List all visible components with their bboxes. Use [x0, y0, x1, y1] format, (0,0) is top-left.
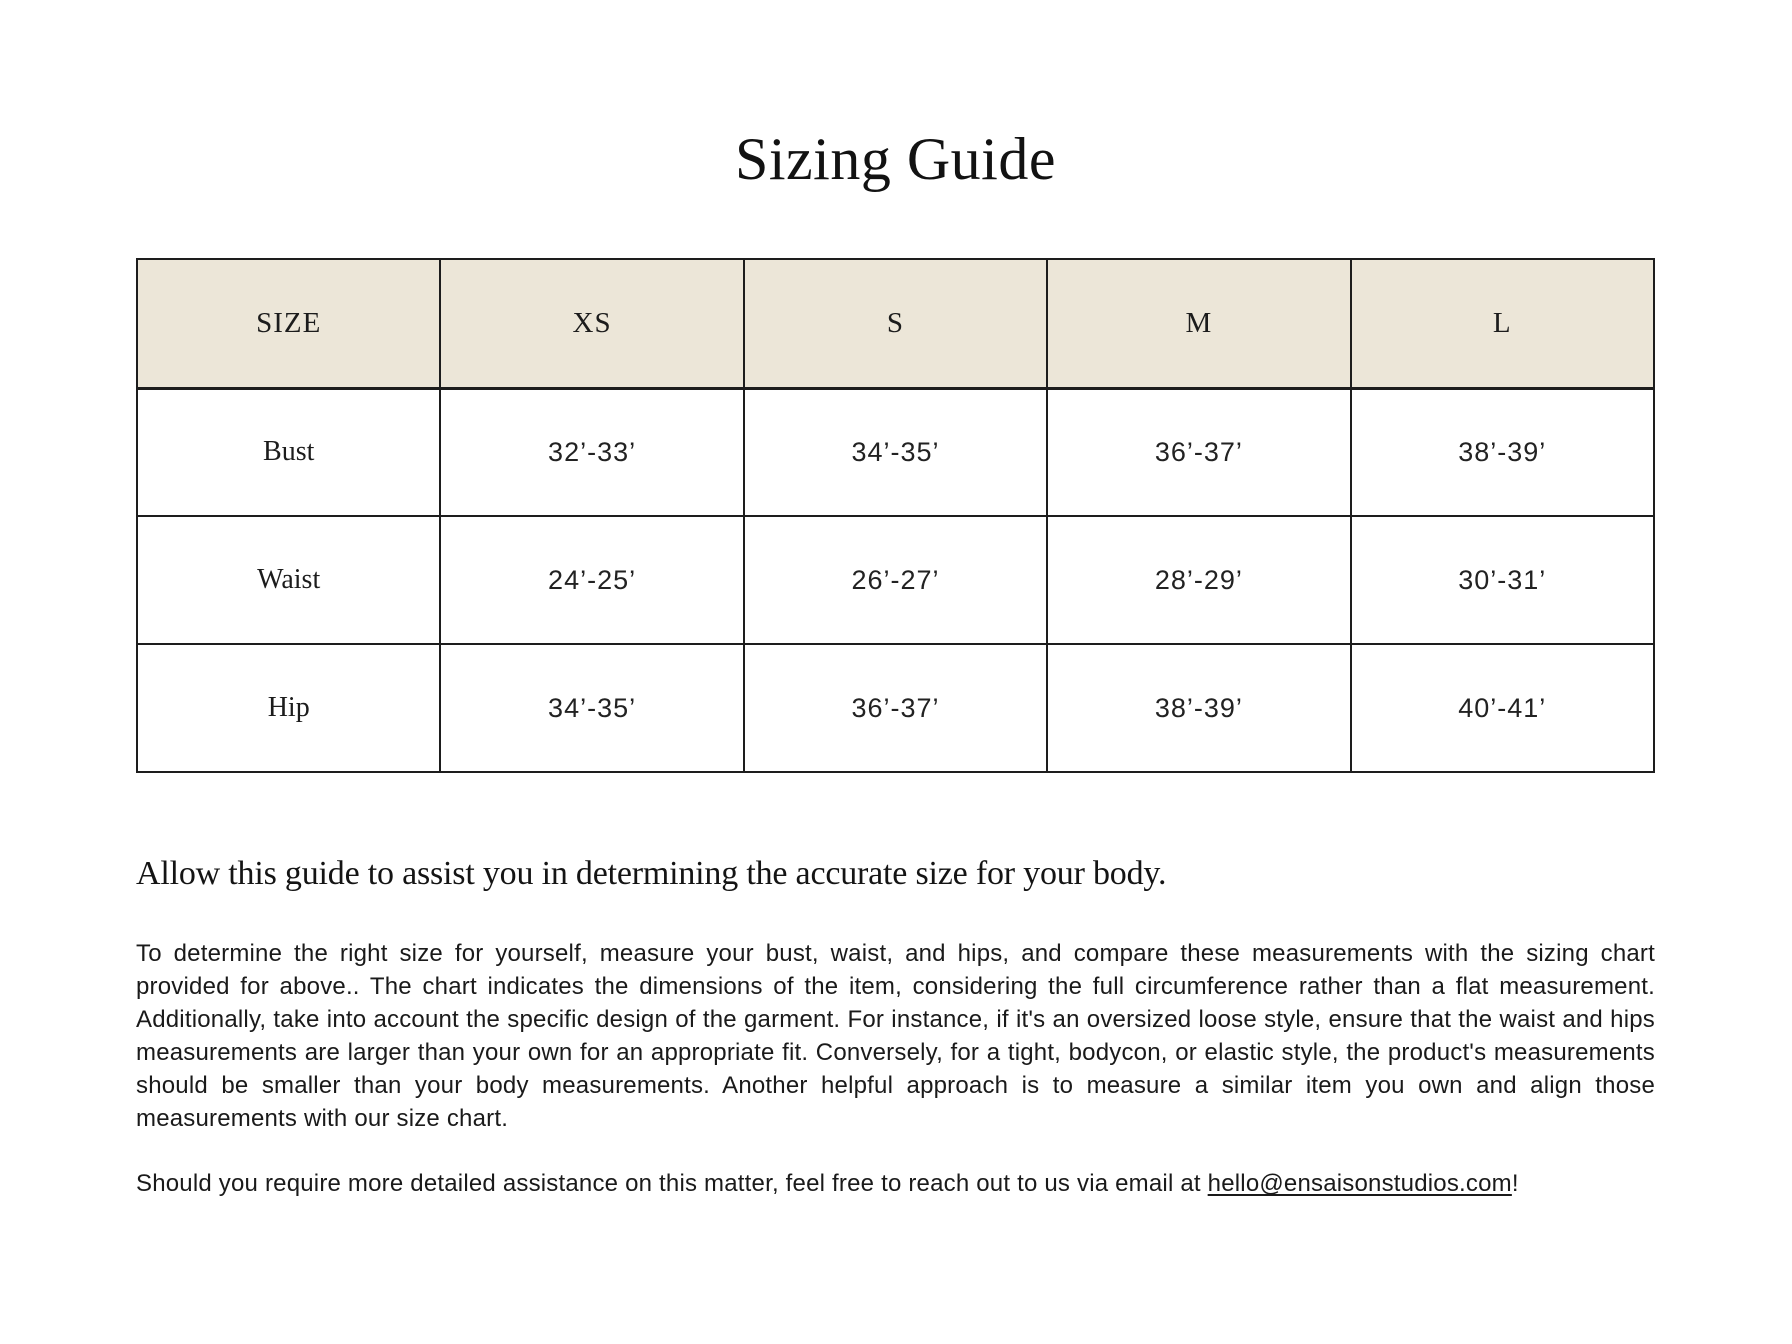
bust-l-cell: 38’-39’: [1351, 388, 1654, 516]
header-cell-size: SIZE: [137, 259, 440, 388]
waist-m-cell: 28’-29’: [1047, 516, 1350, 644]
contact-line-suffix: !: [1511, 1170, 1519, 1197]
sizing-instructions-paragraph: To determine the right size for yourself, measure your bust, waist, and hips, and compare these measurements with the sizing chart provided for above.. The chart indicates the dimensions of the item, considering the full circumference rather than a flat measurement. Additionally, take into account the specific design of the garment. For instance, if it's an oversized loose style, ensure that the waist and hips measurements are larger than your own for an appropriate fit. Conversely, for a tight, bodycon, or elastic style, the product's measurements should be smaller than your body measurements. Another helpful approach is to measure a similar item you own and align those measurements with our size chart.: [136, 940, 1655, 1132]
header-cell-m: M: [1047, 259, 1350, 388]
header-cell-l: L: [1351, 259, 1654, 388]
table-header-row: [137, 259, 1654, 388]
bust-s-cell: 34’-35’: [744, 388, 1047, 516]
hip-xs-cell: 34’-35’: [440, 644, 743, 772]
email-link[interactable]: hello@ensaisonstudios.com: [1207, 1170, 1512, 1197]
bust-xs-cell: 32’-33’: [440, 388, 743, 516]
sizing-table-body: [137, 388, 1654, 772]
page-title: Sizing Guide: [735, 126, 1056, 192]
header-cell-xs: XS: [440, 259, 743, 388]
row-label-hip: Hip: [137, 644, 440, 772]
waist-s-cell: 26’-27’: [744, 516, 1047, 644]
hip-m-cell: 38’-39’: [1047, 644, 1350, 772]
row-label-waist: Waist: [137, 516, 440, 644]
contact-line: [136, 1167, 1655, 1200]
waist-l-cell: 30’-31’: [1351, 516, 1654, 644]
contact-line-prefix: Should you require more detailed assistance on this matter, feel free to reach out to us via email at: [136, 1170, 1208, 1197]
bust-m-cell: 36’-37’: [1047, 388, 1350, 516]
table-row-hip: [137, 644, 1654, 772]
guide-subheading: Allow this guide to assist you in determining the accurate size for your body.: [136, 855, 1167, 892]
header-cell-s: S: [744, 259, 1047, 388]
table-row-waist: [137, 516, 1654, 644]
row-label-bust: Bust: [137, 388, 440, 516]
waist-xs-cell: 24’-25’: [440, 516, 743, 644]
hip-l-cell: 40’-41’: [1351, 644, 1654, 772]
sizing-table: [136, 258, 1655, 773]
sizing-table-header: [137, 259, 1654, 388]
hip-s-cell: 36’-37’: [744, 644, 1047, 772]
table-row-bust: [137, 388, 1654, 516]
